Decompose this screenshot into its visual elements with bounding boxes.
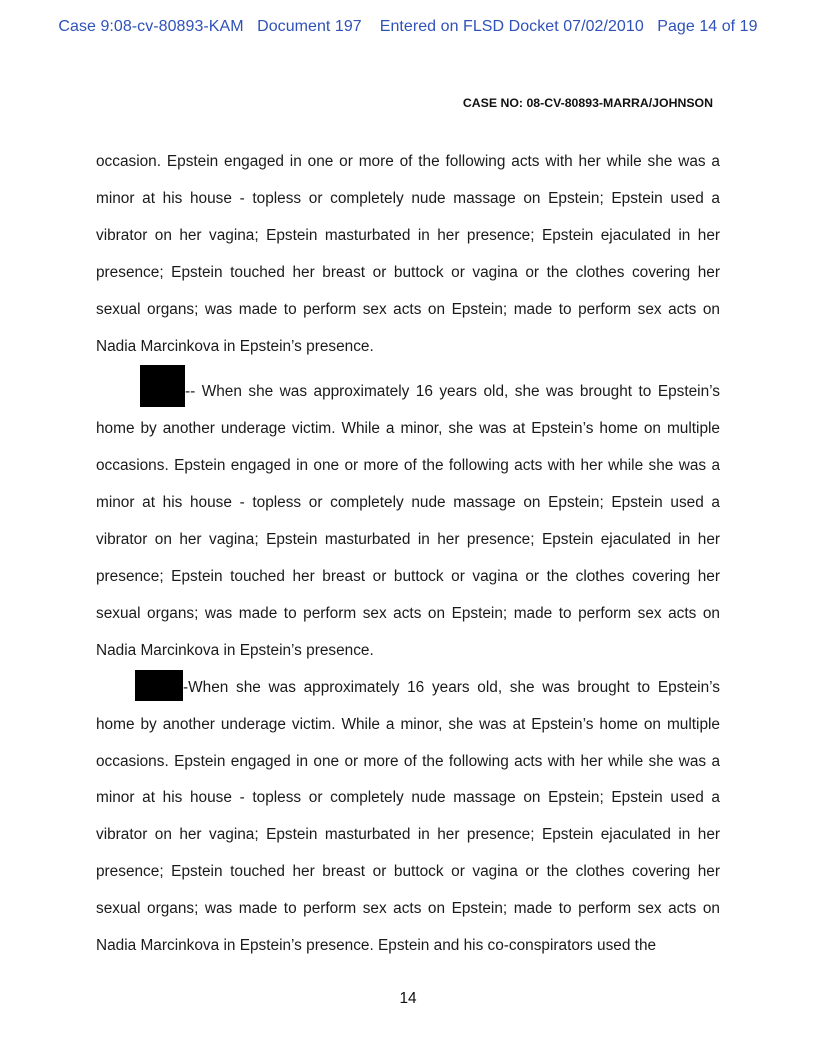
paragraph-victim-1 xyxy=(96,365,720,669)
paragraph-text: -When she was approximately 16 years old, she was brought to Epstein’s home by another underage victim. While a minor, she was at Epstein’s home on multiple occasions. Epstein engaged in one or more of the following acts with her while she was a minor at his house - topless or completely nude massage on Epstein; Epstein used a vibrator on her vagina; Epstein masturbated in her presence; Epstein ejaculated in her presence; Epstein touched her breast or buttock or vagina or the clothes covering her sexual organs; was made to perform sex acts on Epstein; made to perform sex acts on Nadia Marcinkova in Epstein’s presence. Epstein and his co-conspirators used the xyxy=(96,678,720,955)
redacted-name-block xyxy=(140,365,185,407)
page-number: 14 xyxy=(399,990,417,1007)
case-number: CASE NO: 08-CV-80893-MARRA/JOHNSON xyxy=(462,96,713,110)
document-body xyxy=(96,144,720,965)
paragraph-text: -- When she was approximately 16 years old, she was brought to Epstein’s home by another underage victim. While a minor, she was at Epstein’s home on multiple occasions. Epstein engaged in one or more of the following acts with her while she was a minor at his house - topless or completely nude massage on Epstein; Epstein used a vibrator on her vagina; Epstein masturbated in her presence; Epstein ejaculated in her presence; Epstein touched her breast or buttock or vagina or the clothes covering her sexual organs; was made to perform sex acts on Epstein; made to perform sex acts on Nadia Marcinkova in Epstein’s presence. xyxy=(96,383,720,659)
docket-header-stamp: Case 9:08-cv-80893-KAM Document 197 Entered on FLSD Docket 07/02/2010 Page 14 of 19 xyxy=(58,18,758,35)
paragraph-victim-2 xyxy=(96,670,720,965)
redacted-name-block xyxy=(135,670,183,701)
paragraph-continuation: occasion. Epstein engaged in one or more of the following acts with her while she was a minor at his house - topless or completely nude massage on Epstein; Epstein used a vibrator on her vagina; Epstein masturbated in her presence; Epstein ejaculated in her presence; Epstein touched her breast or buttock or vagina or the clothes covering her sexual organs; was made to perform sex acts on Epstein; made to perform sex acts on Nadia Marcinkova in Epstein’s presence. xyxy=(96,153,720,355)
